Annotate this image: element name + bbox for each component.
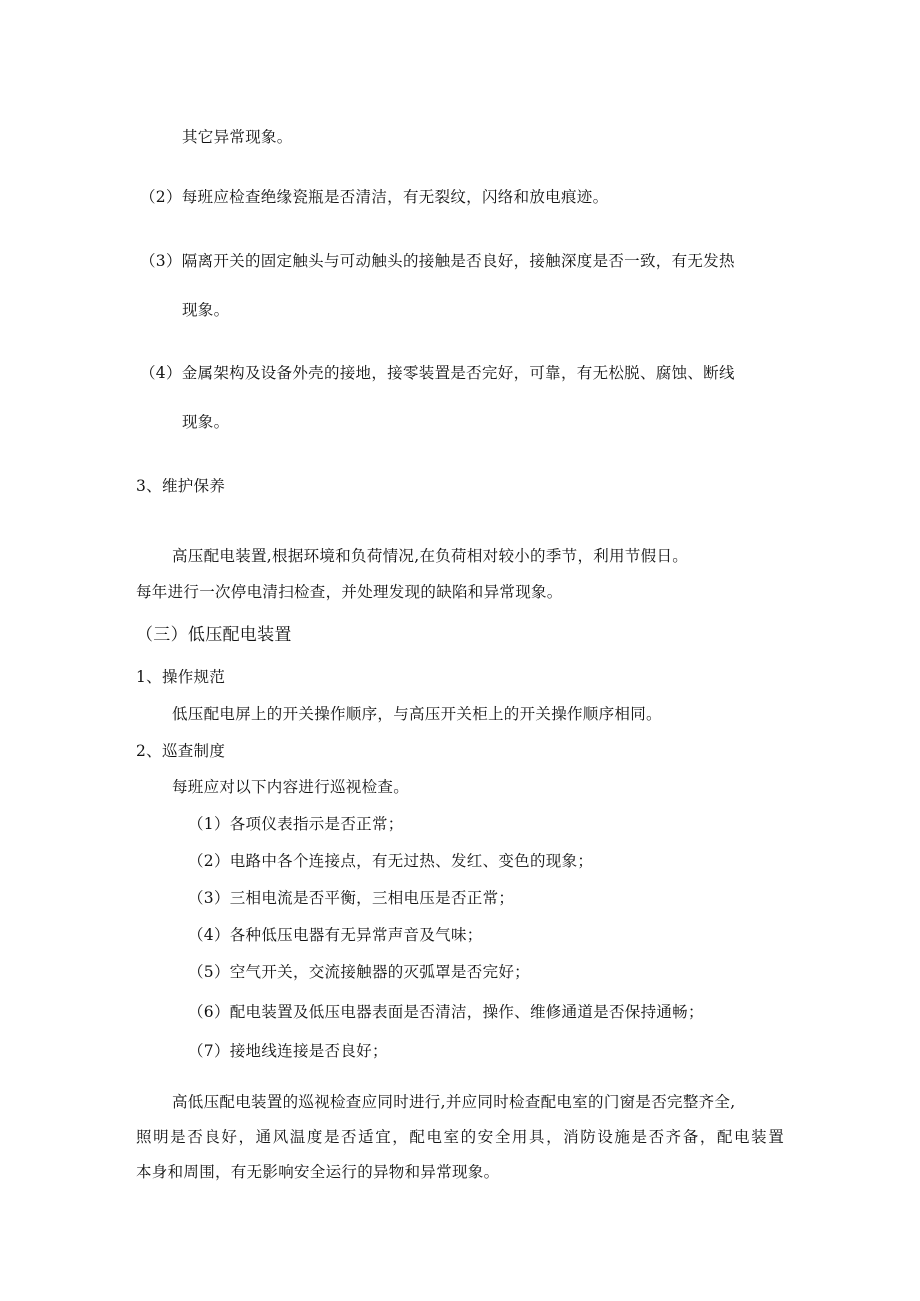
section-heading: （三）低压配电装置 (136, 625, 292, 645)
paragraph-line: 高低压配电装置的巡视检查应同时进行,并应同时检查配电室的门窗是否完整齐全, (172, 1093, 736, 1111)
paragraph-line: 照明是否良好，通风温度是否适宜，配电室的安全用具，消防设施是否齐备，配电装置 (136, 1128, 784, 1146)
list-item-3-continuation: 现象。 (182, 301, 230, 319)
list-item-2: （2）每班应检查绝缘瓷瓶是否清洁，有无裂纹，闪络和放电痕迹。 (140, 188, 609, 206)
list-item-4-continuation: 现象。 (182, 413, 230, 431)
paragraph-line: 低压配电屏上的开关操作顺序，与高压开关柜上的开关操作顺序相同。 (172, 705, 662, 723)
paragraph-line: 高压配电装置,根据环境和负荷情况,在负荷相对较小的季节，利用节假日。 (172, 547, 689, 565)
checklist-item: （4）各种低压电器有无异常声音及气味； (188, 926, 483, 944)
paragraph-line: 其它异常现象。 (182, 128, 293, 146)
checklist-item: （5）空气开关，交流接触器的灭弧罩是否完好； (188, 963, 530, 981)
checklist-item: （2）电路中各个连接点，有无过热、发红、变色的现象； (188, 852, 594, 870)
checklist-item: （1）各项仪表指示是否正常； (188, 815, 404, 833)
subsection-title: 3、维护保养 (136, 477, 226, 495)
paragraph-line: 本身和周围，有无影响安全运行的异物和异常现象。 (136, 1163, 500, 1181)
paragraph-line: 每年进行一次停电清扫检查，并处理发现的缺陷和异常现象。 (136, 583, 563, 601)
checklist-item: （6）配电装置及低压电器表面是否清洁，操作、维修通道是否保持通畅； (188, 1003, 704, 1021)
checklist-item: （3）三相电流是否平衡，三相电压是否正常； (188, 889, 515, 907)
list-item-3: （3）隔离开关的固定触头与可动触头的接触是否良好，接触深度是否一致，有无发热 (140, 252, 735, 270)
checklist-item: （7）接地线连接是否良好； (188, 1042, 388, 1060)
subsection-title: 1、操作规范 (136, 668, 226, 686)
subsection-title: 2、巡查制度 (136, 742, 226, 760)
list-item-4: （4）金属架构及设备外壳的接地，接零装置是否完好，可靠，有无松脱、腐蚀、断线 (140, 364, 735, 382)
paragraph-line: 每班应对以下内容进行巡视检查。 (172, 778, 410, 796)
